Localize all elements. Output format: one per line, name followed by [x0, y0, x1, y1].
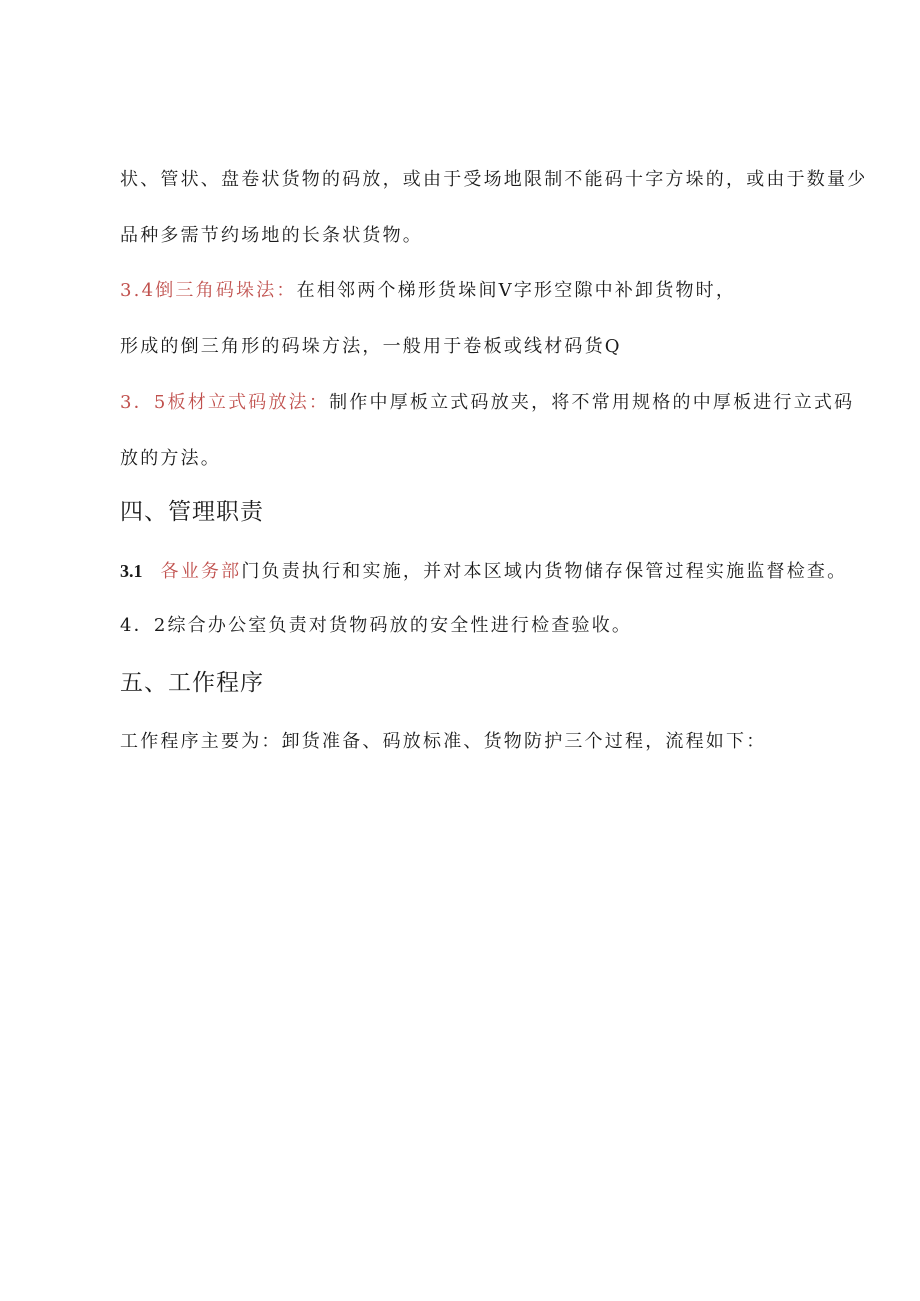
item-3-5: [120, 391, 854, 415]
item-3-4-label: 3.4倒三角码垛法：: [120, 280, 297, 301]
item-4-1-number: 3.1: [120, 561, 143, 581]
item-3-4: [120, 279, 736, 303]
item-4-2: 4．2综合办公室负责对货物码放的安全性进行检查验收。: [120, 615, 633, 636]
item-3-4-text: 在相邻两个梯形货垛间V字形空隙中补卸货物时，: [296, 280, 737, 301]
paragraph-continuation-line-1: 状、管状、盘卷状货物的码放，或由于受场地限制不能码十字方垛的，或由于数量少: [120, 169, 868, 190]
item-3-5-label: 3．5板材立式码放法：: [120, 392, 330, 413]
item-3-5-text-line-2: 放的方法。: [120, 448, 221, 469]
item-3-5-text: 制作中厚板立式码放夹，将不常用规格的中厚板进行立式码: [329, 392, 855, 413]
item-4-1-text: 门负责执行和实施，并对本区域内货物储存保管过程实施监督检查。: [241, 561, 848, 582]
item-4-1-label: 各业务部: [160, 561, 242, 582]
item-4-1: [120, 559, 847, 584]
section-heading-work-procedure: 五、工作程序: [120, 670, 264, 696]
item-3-4-text-line-2: 形成的倒三角形的码垛方法，一般用于卷板或线材码货Q: [120, 336, 622, 357]
paragraph-continuation-line-2: 品种多需节约场地的长条状货物。: [120, 225, 423, 246]
work-procedure-intro: 工作程序主要为：卸货准备、码放标准、货物防护三个过程，流程如下：: [120, 731, 767, 752]
section-heading-management-duties: 四、管理职责: [120, 499, 264, 525]
